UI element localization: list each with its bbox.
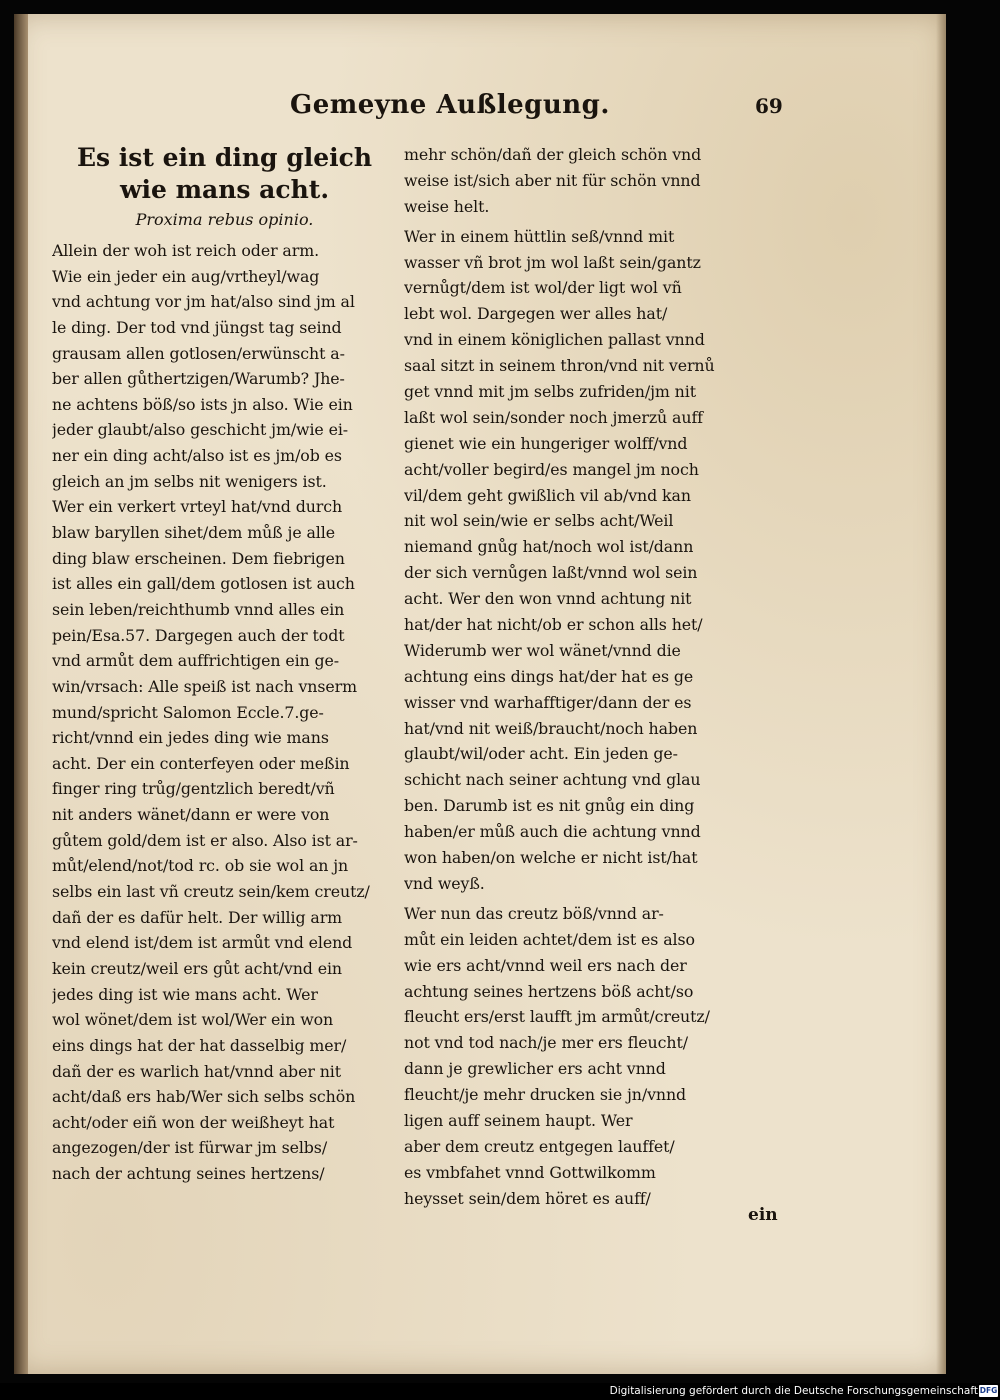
text-line: acht. Wer den won vnnd achtung nit [404, 589, 692, 609]
text-line: Wer in einem hüttlin seß/vnnd mit [404, 226, 675, 246]
text-line: vnd weyß. [404, 873, 485, 893]
text-line: mehr schön/dañ der gleich schön vnd [404, 145, 702, 164]
text-line: laßt wol sein/sonder noch jmerzů auff [404, 407, 703, 427]
text-line: fleucht ers/erst laufft jm armůt/creutz/ [404, 1007, 710, 1027]
text-line: nit anders wänet/dann er were von [52, 805, 330, 825]
page-binding-edge [14, 14, 28, 1374]
text-line: won haben/on welche er nicht ist/hat [404, 848, 698, 868]
text-line: vnd in einem königlichen pallast vnnd [404, 330, 705, 350]
section-heading: Es ist ein ding gleich wie mans acht. [76, 143, 373, 204]
text-line: win/vrsach: Alle speiß ist nach vnserm [52, 676, 357, 696]
text-line: gleich an jm selbs nit wenigers ist. [52, 471, 327, 491]
text-line: niemand gnůg hat/noch wol ist/dann [404, 537, 694, 557]
text-line: vnd elend ist/dem ist armůt vnd elend [52, 933, 353, 953]
left-column [52, 142, 397, 1232]
text-line: nit wol sein/wie er selbs acht/Weil [404, 511, 674, 531]
text-line: ligen auff seinem haupt. Wer [404, 1110, 633, 1130]
text-line: selbs ein last vñ creutz sein/kem creutz/ [52, 882, 370, 902]
text-line: eins dings hat der hat dasselbig mer/ [52, 1035, 347, 1055]
folio-number: 69 [755, 94, 783, 118]
text-line: můt ein leiden achtet/dem ist es also [404, 929, 695, 949]
text-line: pein/Esa.57. Dargegen auch der todt [52, 625, 345, 645]
text-line: wasser vñ brot jm wol laßt sein/gantz [404, 252, 701, 272]
text-line: Widerumb wer wol wänet/vnnd die [404, 640, 681, 660]
text-line: haben/er můß auch die achtung vnnd [404, 822, 701, 842]
text-line: gůtem gold/dem ist er also. Also ist ar- [52, 830, 358, 850]
text-line: es vmbfahet vnnd Gottwilkomm [404, 1162, 656, 1182]
text-line: mund/spricht Salomon Eccle.7.ge- [52, 702, 324, 722]
text-line: Allein der woh ist reich oder arm. [52, 241, 320, 260]
text-line: get vnnd mit jm selbs zufriden/jm nit [404, 382, 696, 402]
latin-motto: Proxima rebus opinio. [135, 210, 314, 229]
text-line: not vnd tod nach/je mer ers fleucht/ [404, 1033, 688, 1053]
text-line: acht. Der ein conterfeyen oder meßin [52, 753, 350, 773]
text-line: hat/der hat nicht/ob er schon alls het/ [404, 615, 703, 635]
text-line: ben. Darumb ist es nit gnůg ein ding [404, 796, 695, 816]
text-line: achtung eins dings hat/der hat es ge [404, 666, 694, 686]
text-line: angezogen/der ist fürwar jm selbs/ [52, 1138, 328, 1158]
text-line: finger ring trůg/gentzlich beredt/vñ [52, 779, 335, 799]
text-line: dañ der es dafür helt. Der willig arm [52, 907, 343, 927]
text-line: dann je grewlicher ers acht vnnd [404, 1059, 666, 1079]
text-line: vnd armůt dem auffrichtigen ein ge- [52, 651, 340, 671]
text-line: acht/daß ers hab/Wer sich selbs schön [52, 1087, 356, 1107]
text-line: vnd achtung vor jm hat/also sind jm al [52, 292, 355, 312]
text-line: acht/oder eiñ won der weißheyt hat [52, 1112, 335, 1132]
text-line: Wer ein verkert vrteyl hat/vnd durch [52, 497, 343, 517]
text-line: dañ der es warlich hat/vnnd aber nit [52, 1061, 341, 1081]
text-line: jeder glaubt/also geschicht jm/wie ei- [52, 420, 349, 440]
text-line: acht/voller begird/es mangel jm noch [404, 459, 699, 479]
text-line: Wie ein jeder ein aug/vrtheyl/wag [52, 266, 320, 286]
text-line: vil/dem geht gwißlich vil ab/vnd kan [404, 485, 691, 505]
text-line: aber dem creutz entgegen lauffet/ [404, 1136, 675, 1156]
text-line: gienet wie ein hungeriger wolff/vnd [404, 433, 688, 453]
text-line: můt/elend/not/tod rc. ob sie wol an jn [52, 856, 349, 876]
text-line: weise ist/sich aber nit für schön vnnd [404, 170, 701, 190]
text-line: achtung seines hertzens böß acht/so [404, 981, 694, 1001]
text-line: glaubt/wil/oder acht. Ein jeden ge- [404, 744, 678, 764]
text-line: vernůgt/dem ist wol/der ligt wol vñ [404, 278, 682, 298]
right-column [404, 142, 794, 1222]
right-column-text [404, 142, 794, 1212]
text-line: nach der achtung seines hertzens/ [52, 1164, 325, 1184]
text-line: Wer nun das creutz böß/vnnd ar- [404, 903, 664, 923]
text-line: ber allen gůthertzigen/Warumb? Jhe- [52, 369, 345, 389]
left-column-text [52, 238, 397, 1187]
text-line: ner ein ding acht/also ist es jm/ob es [52, 446, 342, 466]
text-line: der sich vernůgen laßt/vnnd wol sein [404, 563, 698, 583]
footer-credit: Digitalisierung gefördert durch die Deutsche Forschungsgemeinschaft [609, 1385, 978, 1397]
text-line: fleucht/je mehr drucken sie jn/vnnd [404, 1085, 687, 1105]
text-line: ne achtens böß/so ists jn also. Wie ein [52, 394, 353, 414]
text-line: grausam allen gotlosen/erwünscht a- [52, 343, 345, 363]
text-line: heysset sein/dem höret es auff/ [404, 1188, 651, 1208]
text-line: schicht nach seiner achtung vnd glau [404, 770, 701, 790]
text-line: wisser vnd warhafftiger/dann der es [404, 692, 692, 712]
text-line: ding blaw erscheinen. Dem fiebrigen [52, 548, 345, 568]
text-line: wie ers acht/vnnd weil ers nach der [404, 955, 687, 975]
text-line: weise helt. [404, 196, 490, 216]
text-line: blaw baryllen sihet/dem můß je alle [52, 523, 335, 543]
text-line: jedes ding ist wie mans acht. Wer [52, 984, 318, 1004]
text-line: richt/vnnd ein jedes ding wie mans [52, 728, 329, 748]
text-line: saal sitzt in seinem thron/vnd nit vernů [404, 356, 715, 376]
text-line: hat/vnd nit weiß/braucht/noch haben [404, 718, 698, 738]
text-line: sein leben/reichthumb vnnd alles ein [52, 599, 345, 619]
text-line: lebt wol. Dargegen wer alles hat/ [404, 304, 668, 324]
text-line: wol wönet/dem ist wol/Wer ein won [52, 1010, 334, 1030]
catchword: ein [748, 1205, 778, 1225]
dfg-logo-icon: DFG [979, 1386, 998, 1395]
page-right-edge [936, 14, 946, 1374]
text-line: ist alles ein gall/dem gotlosen ist auch [52, 574, 355, 594]
text-line: kein creutz/weil ers gůt acht/vnd ein [52, 958, 342, 978]
running-head: Gemeyne Außlegung. [290, 90, 610, 120]
text-line: le ding. Der tod vnd jüngst tag seind [52, 317, 342, 337]
